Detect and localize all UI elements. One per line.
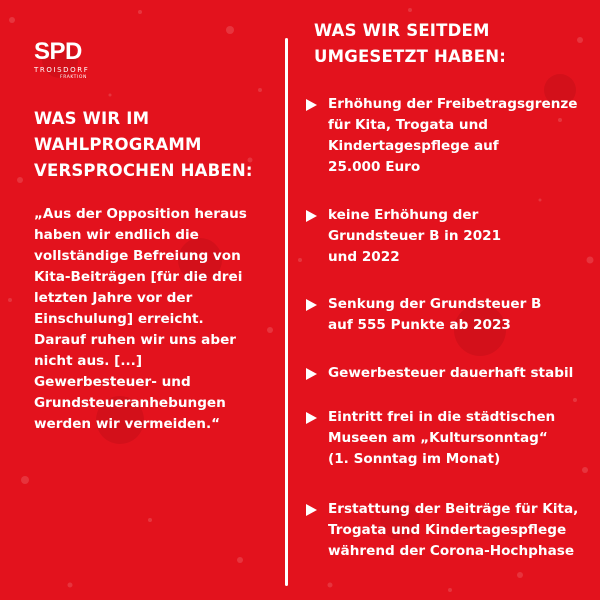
triangle-right-icon	[306, 368, 317, 380]
list-item-text: Erstattung der Beiträge für Kita, Trogata und Kindertagespflege während der Corona-Hochphase	[328, 501, 579, 559]
list-item	[306, 363, 596, 384]
spd-logo	[34, 40, 104, 81]
column-divider	[285, 38, 288, 586]
triangle-right-icon	[306, 210, 317, 222]
logo-wordmark: SPD	[34, 38, 82, 65]
promise-heading: WAS WIR IM WAHLPROGRAMM VERSPROCHEN HABEN:	[34, 109, 253, 180]
list-item	[306, 94, 596, 178]
list-item-text: Senkung der Grundsteuer B auf 555 Punkte ab 2023	[328, 296, 542, 333]
list-item-text: Gewerbesteuer dauerhaft stabil	[328, 365, 574, 381]
program-quote: „Aus der Opposition heraus haben wir endlich die vollständige Befreiung von Kita-Beiträgen [für die drei letzten Jahre vor der Einschulung] erreicht. Darauf ruhen wir uns aber nicht aus. [...] Gewerbesteuer- und Grundsteueranhebungen werden wir vermeiden.“	[34, 206, 247, 432]
list-item-text: keine Erhöhung der Grundsteuer B in 2021 und 2022	[328, 207, 502, 265]
triangle-right-icon	[306, 412, 317, 424]
logo-fraktion: FRAKTION	[60, 75, 87, 80]
logo-city: TROISDORF	[34, 66, 90, 74]
triangle-right-icon	[306, 504, 317, 516]
list-item	[306, 407, 596, 470]
list-item-text: Eintritt frei in die städtischen Museen am „Kultursonntag“ (1. Sonntag im Monat)	[328, 409, 556, 467]
triangle-right-icon	[306, 299, 317, 311]
list-item-text: Erhöhung der Freibetragsgrenze für Kita, Trogata und Kindertagespflege auf 25.000 Euro	[328, 96, 578, 175]
list-item	[306, 499, 596, 562]
triangle-right-icon	[306, 99, 317, 111]
achievements-heading: WAS WIR SEITDEM UMGESETZT HABEN:	[314, 21, 507, 66]
list-item	[306, 294, 596, 336]
list-item	[306, 205, 596, 268]
